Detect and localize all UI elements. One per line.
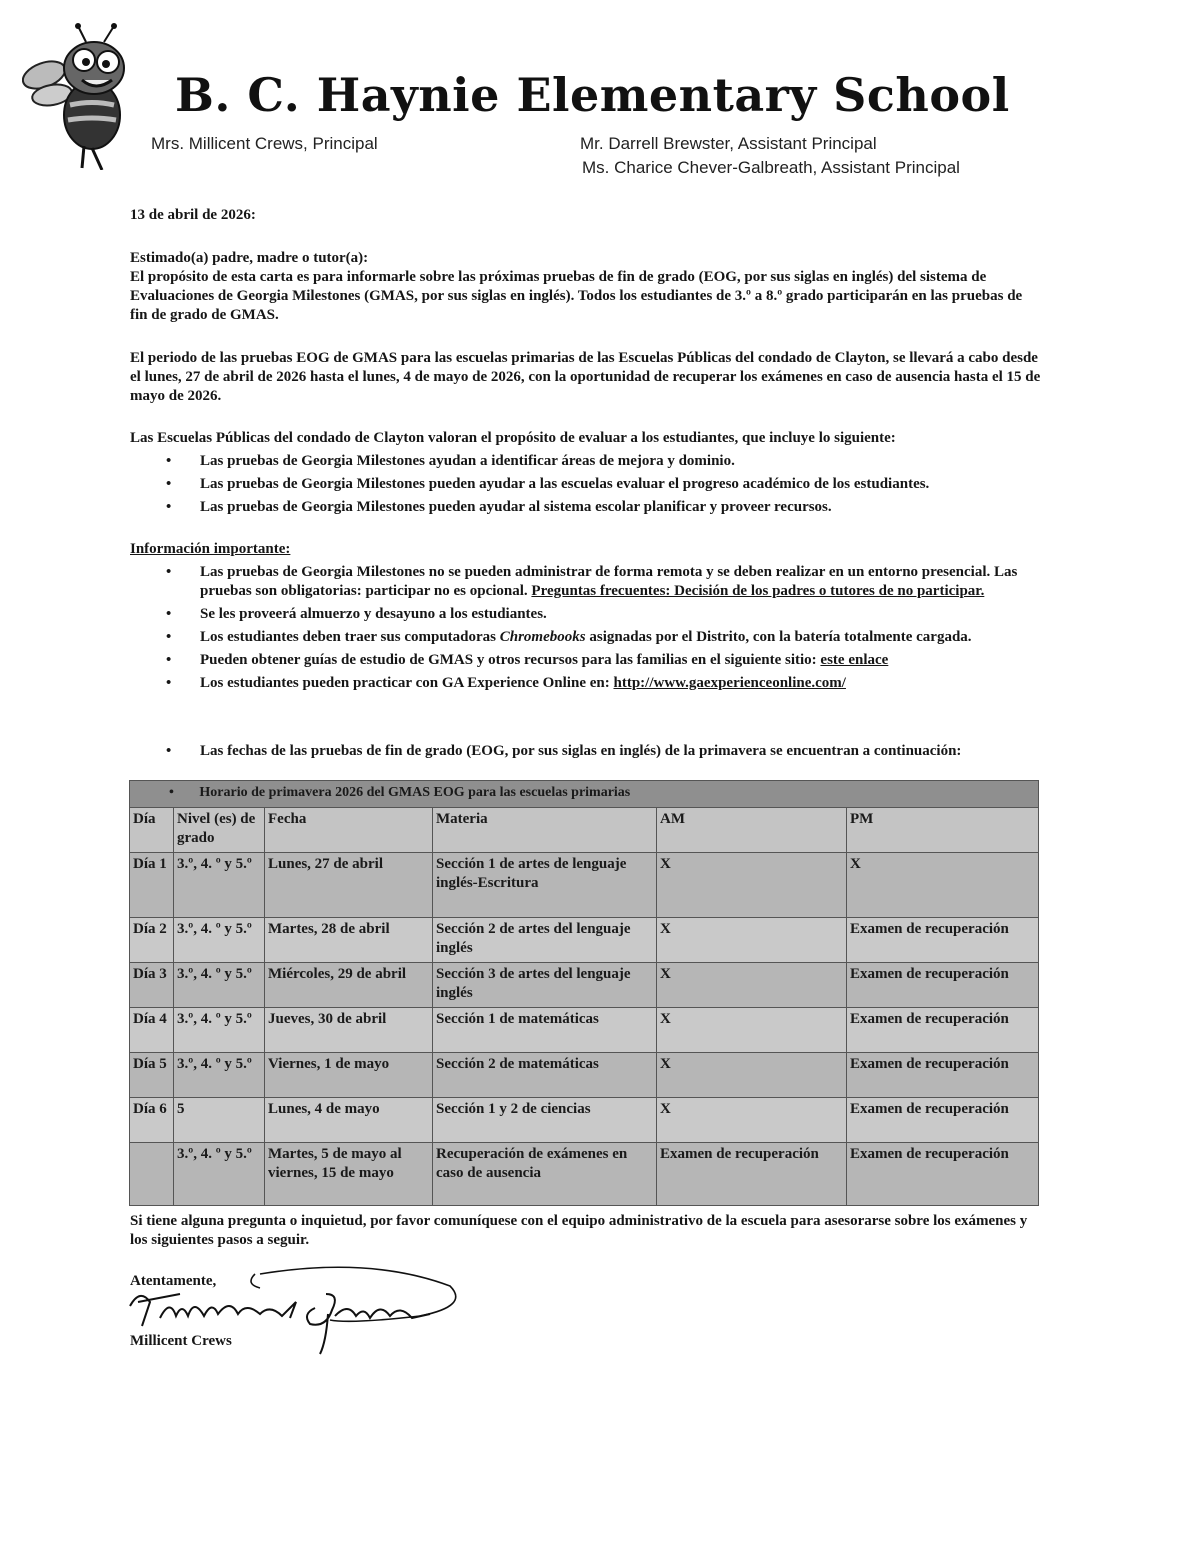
column-header: Día xyxy=(130,808,174,853)
cell-pm: Examen de recuperación xyxy=(847,963,1039,1008)
cell-nivel: 3.º, 4. º y 5.º xyxy=(174,918,265,963)
table-row xyxy=(130,1008,1039,1053)
cell-nivel: 3.º, 4. º y 5.º xyxy=(174,853,265,918)
paragraph-values: Las Escuelas Públicas del condado de Clayton valoran el propósito de evaluar a los estudiantes, que incluye lo siguiente: xyxy=(130,430,896,446)
column-header: Nivel (es) de grado xyxy=(174,808,265,853)
list-item xyxy=(130,563,1050,601)
cell-pm: Examen de recuperación xyxy=(847,1008,1039,1053)
cell-fecha: Lunes, 4 de mayo xyxy=(265,1098,433,1143)
list-item-text: Pueden obtener guías de estudio de GMAS y otros recursos para las familias en el siguiente sitio: xyxy=(200,652,821,668)
letter-greeting: Estimado(a) padre, madre o tutor(a): xyxy=(130,250,369,266)
values-list xyxy=(130,452,1050,521)
schedule-table xyxy=(129,780,1039,1206)
cell-pm: X xyxy=(847,853,1039,918)
cell-nivel: 3.º, 4. º y 5.º xyxy=(174,963,265,1008)
cell-am: X xyxy=(657,918,847,963)
cell-dia: Día 4 xyxy=(130,1008,174,1053)
list-item-text: Los estudiantes pueden practicar con GA Experience Online en: xyxy=(200,675,614,691)
cell-fecha: Jueves, 30 de abril xyxy=(265,1008,433,1053)
cell-dia: Día 6 xyxy=(130,1098,174,1143)
table-row xyxy=(130,1098,1039,1143)
cell-materia: Sección 2 de artes del lenguaje inglés xyxy=(433,918,657,963)
handwritten-signature xyxy=(120,1258,480,1368)
cell-fecha: Martes, 5 de mayo al viernes, 15 de mayo xyxy=(265,1143,433,1206)
letter-date: 13 de abril de 2026: xyxy=(130,207,256,223)
cell-fecha: Viernes, 1 de mayo xyxy=(265,1053,433,1098)
cell-dia: Día 3 xyxy=(130,963,174,1008)
table-row xyxy=(130,853,1039,918)
list-item-text: asignadas por el Distrito, con la batería totalmente cargada. xyxy=(585,629,972,645)
cell-materia: Recuperación de exámenes en caso de ausencia xyxy=(433,1143,657,1206)
cell-pm: Examen de recuperación xyxy=(847,1143,1039,1206)
cell-am: X xyxy=(657,1098,847,1143)
important-list xyxy=(130,563,1050,697)
paragraph-period: El periodo de las pruebas EOG de GMAS para las escuelas primarias de las Escuelas Públicas del condado de Clayton, se llevará a cabo desde el lunes, 27 de abril de 2026 hasta el lunes, 4 de mayo de 2026, con la oportunidad de recuperar los exámenes en caso de ausencia hasta el 15 de mayo de 2026. xyxy=(130,350,1041,404)
cell-nivel: 5 xyxy=(174,1098,265,1143)
cell-materia: Sección 2 de matemáticas xyxy=(433,1053,657,1098)
hornet-mascot-icon xyxy=(22,20,142,170)
signer-name: Millicent Crews xyxy=(130,1333,232,1349)
cell-dia: Día 5 xyxy=(130,1053,174,1098)
cell-fecha: Miércoles, 29 de abril xyxy=(265,963,433,1008)
cell-dia: Día 1 xyxy=(130,853,174,918)
cell-materia: Sección 1 de artes de lenguaje inglés-Escritura xyxy=(433,853,657,918)
list-item: • Las pruebas de Georgia Milestones pueden ayudar a las escuelas evaluar el progreso académico de los estudiantes. xyxy=(130,475,980,494)
cell-nivel: 3.º, 4. º y 5.º xyxy=(174,1143,265,1206)
column-header: Fecha xyxy=(265,808,433,853)
cell-am: X xyxy=(657,1008,847,1053)
cell-pm: Examen de recuperación xyxy=(847,1053,1039,1098)
list-item: • Las pruebas de Georgia Milestones ayudan a identificar áreas de mejora y dominio. xyxy=(130,452,1050,471)
cell-am: X xyxy=(657,1053,847,1098)
table-row xyxy=(130,1143,1039,1206)
cell-nivel: 3.º, 4. º y 5.º xyxy=(174,1053,265,1098)
cell-materia: Sección 3 de artes del lenguaje inglés xyxy=(433,963,657,1008)
principal-name: Mrs. Millicent Crews, Principal xyxy=(151,134,378,153)
list-item xyxy=(130,628,1050,647)
cell-dia xyxy=(130,1143,174,1206)
list-item: • Se les proveerá almuerzo y desayuno a los estudiantes. xyxy=(130,605,1050,624)
cell-am: X xyxy=(657,853,847,918)
cell-pm: Examen de recuperación xyxy=(847,918,1039,963)
important-heading: Información importante: xyxy=(130,541,291,557)
cell-fecha: Lunes, 27 de abril xyxy=(265,853,433,918)
list-item-text: Los estudiantes deben traer sus computadoras xyxy=(200,629,500,645)
faq-opt-out-link[interactable]: Preguntas frecuentes: Decisión de los padres o tutores de no participar. xyxy=(531,583,985,599)
list-item xyxy=(130,674,1050,693)
list-item xyxy=(130,651,1050,670)
schedule-caption: • Horario de primavera 2026 del GMAS EOG para las escuelas primarias xyxy=(130,781,1039,808)
schedule-intro: Las fechas de las pruebas de fin de grado (EOG, por sus siglas en inglés) de la primavera se encuentran a continuación: xyxy=(200,743,962,759)
school-name: B. C. Haynie Elementary School xyxy=(175,68,1010,122)
cell-materia: Sección 1 de matemáticas xyxy=(433,1008,657,1053)
ga-experience-link[interactable]: http://www.gaexperienceonline.com/ xyxy=(613,675,846,691)
cell-materia: Sección 1 y 2 de ciencias xyxy=(433,1098,657,1143)
cell-pm: Examen de recuperación xyxy=(847,1098,1039,1143)
table-row xyxy=(130,918,1039,963)
closing-paragraph: Si tiene alguna pregunta o inquietud, por favor comuníquese con el equipo administrativo de la escuela para asesorarse sobre los exámenes y los siguientes pasos a seguir. xyxy=(130,1213,1028,1248)
table-row xyxy=(130,1053,1039,1098)
closing-salutation: Atentamente, xyxy=(130,1273,217,1289)
column-header: AM xyxy=(657,808,847,853)
list-item: • Las pruebas de Georgia Milestones pueden ayudar al sistema escolar planificar y proveer recursos. xyxy=(130,498,1050,517)
cell-nivel: 3.º, 4. º y 5.º xyxy=(174,1008,265,1053)
bullet-marker: • xyxy=(166,743,172,759)
column-header: PM xyxy=(847,808,1039,853)
cell-fecha: Martes, 28 de abril xyxy=(265,918,433,963)
chromebooks-term: Chromebooks xyxy=(499,629,586,645)
cell-am: X xyxy=(657,963,847,1008)
list-item-text: Las pruebas de Georgia Milestones no se pueden administrar de forma remota y se deben realizar en un entorno presencial. Las pruebas son obligatorias: participar no es opcional. xyxy=(200,564,1018,599)
cell-am: Examen de recuperación xyxy=(657,1143,847,1206)
table-row xyxy=(130,963,1039,1008)
cell-dia: Día 2 xyxy=(130,918,174,963)
assistant-principal-2: Ms. Charice Chever-Galbreath, Assistant Principal xyxy=(582,158,960,177)
assistant-principal-1: Mr. Darrell Brewster, Assistant Principal xyxy=(580,134,877,153)
paragraph-purpose: El propósito de esta carta es para informarle sobre las próximas pruebas de fin de grado (EOG, por sus siglas en inglés) del sistema de Evaluaciones de Georgia Milestones (GMAS, por sus siglas en inglés). Todos los estudiantes de 3.º a 8.º grado participarán en las pruebas de fin de grado de GMAS. xyxy=(130,269,1023,323)
study-guides-link[interactable]: este enlace xyxy=(820,652,889,668)
column-header: Materia xyxy=(433,808,657,853)
